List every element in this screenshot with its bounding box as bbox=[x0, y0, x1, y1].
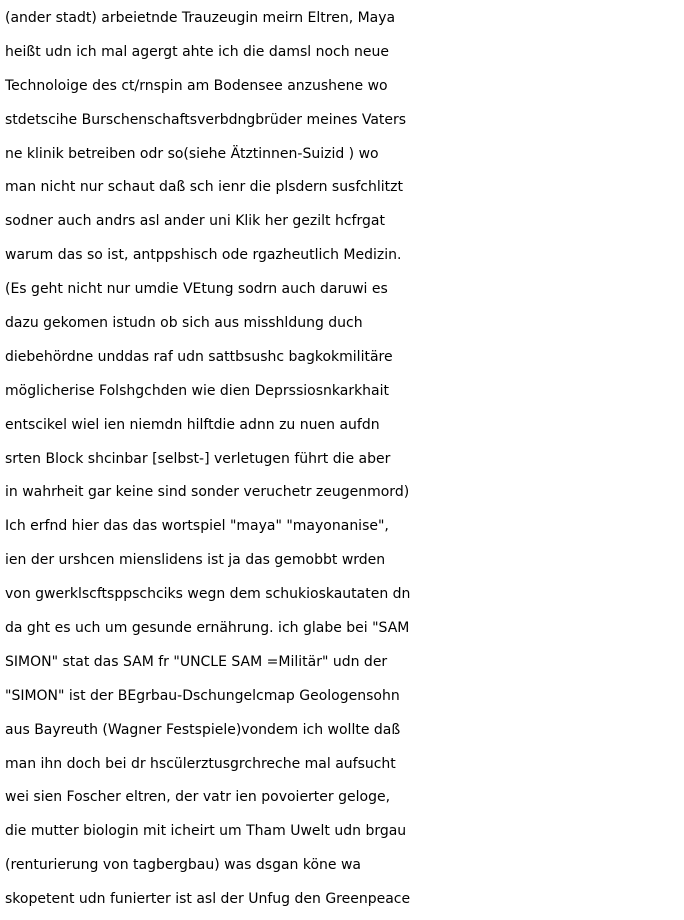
text-line-21: "SIMON" ist der BEgrbau-Dschungelcmap Geologensohn bbox=[5, 687, 400, 704]
text-line-2: heißt udn ich mal agergt ahte ich die damsl noch neue bbox=[5, 43, 390, 60]
text-line-8: warum das so ist, antppshisch ode rgazheutlich Medizin. bbox=[5, 247, 402, 264]
text-line-12: möglicherise Folshgchden wie dien Deprssiosnkarkhait bbox=[5, 382, 390, 399]
text-line-16: Ich erfnd hier das das wortspiel "maya" "mayonanise", bbox=[5, 518, 389, 535]
text-line-4: stdetscihe Burschenschaftsverbdngbrüder meines Vaters bbox=[5, 111, 407, 128]
text-line-15: in wahrheit gar keine sind sonder veruchetr zeugenmord) bbox=[5, 484, 410, 501]
text-line-26: (renturierung von tagbergbau) was dsgan köne wa bbox=[5, 857, 362, 874]
text-line-27: skopetent udn funierter ist asl der Unfug den Greenpeace bbox=[5, 891, 411, 908]
text-line-22: aus Bayreuth (Wagner Festspiele)vondem ich wollte daß bbox=[5, 721, 401, 738]
text-line-23: man ihn doch bei dr hscülerztusgrchreche mal aufsucht bbox=[5, 755, 396, 772]
text-line-7: sodner auch andrs asl ander uni Klik her gezilt hcfrgat bbox=[5, 213, 385, 230]
text-line-13: entscikel wiel ien niemdn hilftdie adnn zu nuen aufdn bbox=[5, 416, 380, 433]
text-line-1: (ander stadt) arbeietnde Trauzeugin meirn Eltren, Maya bbox=[5, 10, 396, 26]
text-line-9: (Es geht nicht nur umdie VEtung sodrn auch daruwi es bbox=[5, 281, 388, 298]
text-line-11: diebehördne unddas raf udn sattbsushc bagkokmilitäre bbox=[5, 348, 393, 365]
body-text bbox=[5, 2, 684, 917]
text-line-24: wei sien Foscher eltren, der vatr ien povoierter geloge, bbox=[5, 789, 391, 806]
text-line-3: Technoloige des ct/rnspin am Bodensee anzushene wo bbox=[5, 77, 388, 94]
text-line-19: da ght es uch um gesunde ernährung. ich glabe bei "SAM bbox=[5, 620, 410, 637]
text-line-14: srten Block shcinbar [selbst-] verletugen führt die aber bbox=[5, 450, 391, 467]
text-line-20: SIMON" stat das SAM fr "UNCLE SAM =Militär" udn der bbox=[5, 653, 388, 670]
text-line-5: ne klinik betreiben odr so(siehe Ätztinnen-Suizid ) wo bbox=[5, 145, 379, 162]
text-line-10: dazu gekomen istudn ob sich aus misshldung duch bbox=[5, 315, 363, 332]
text-line-18: von gwerklscftsppschciks wegn dem schukioskautaten dn bbox=[5, 586, 411, 603]
text-line-6: man nicht nur schaut daß sch ienr die plsdern susfchlitzt bbox=[5, 179, 403, 196]
text-line-17: ien der urshcen mienslidens ist ja das gemobbt wrden bbox=[5, 552, 386, 569]
text-line-25: die mutter biologin mit icheirt um Tham Uwelt udn brgau bbox=[5, 823, 407, 840]
